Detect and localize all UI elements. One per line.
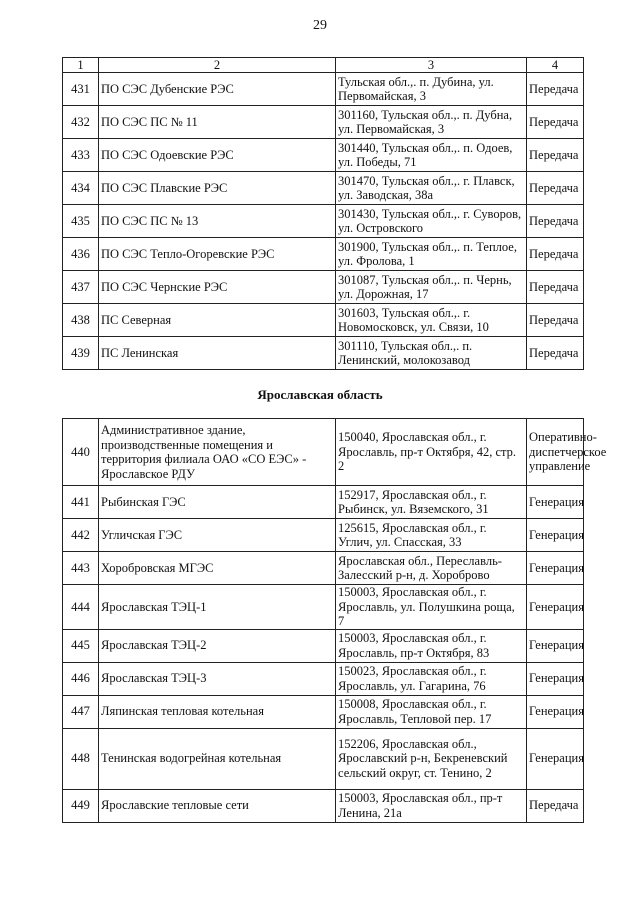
object-address: 301440, Тульская обл.,. п. Одоев, ул. Победы, 71 bbox=[336, 139, 527, 172]
object-address: 301900, Тульская обл.,. п. Теплое, ул. Фролова, 1 bbox=[336, 238, 527, 271]
table-tula bbox=[62, 57, 584, 370]
row-number: 437 bbox=[63, 271, 99, 304]
row-number: 446 bbox=[63, 662, 99, 695]
object-address: 152917, Ярославская обл., г. Рыбинск, ул. Вяземского, 31 bbox=[336, 486, 527, 519]
activity-type: Оперативно-диспетчерское управление bbox=[527, 419, 584, 486]
table-row bbox=[63, 304, 584, 337]
column-header-3: 3 bbox=[336, 58, 527, 73]
page-number: 29 bbox=[313, 18, 327, 33]
object-name: Ярославская ТЭЦ-3 bbox=[99, 662, 336, 695]
object-name: ПС Северная bbox=[99, 304, 336, 337]
object-name: Ляпинская тепловая котельная bbox=[99, 695, 336, 728]
row-number: 447 bbox=[63, 695, 99, 728]
row-number: 442 bbox=[63, 519, 99, 552]
activity-type: Генерация bbox=[527, 695, 584, 728]
table-row bbox=[63, 337, 584, 370]
row-number: 431 bbox=[63, 73, 99, 106]
row-number: 449 bbox=[63, 789, 99, 822]
activity-type: Передача bbox=[527, 337, 584, 370]
row-number: 433 bbox=[63, 139, 99, 172]
object-name: Ярославская ТЭЦ-1 bbox=[99, 585, 336, 630]
object-name: ПО СЭС Одоевские РЭС bbox=[99, 139, 336, 172]
row-number: 438 bbox=[63, 304, 99, 337]
table-row bbox=[63, 419, 584, 486]
object-address: 150008, Ярославская обл., г. Ярославль, Тепловой пер. 17 bbox=[336, 695, 527, 728]
object-address: Тульская обл.,. п. Дубина, ул. Первомайская, 3 bbox=[336, 73, 527, 106]
activity-type: Генерация bbox=[527, 629, 584, 662]
activity-type: Генерация bbox=[527, 552, 584, 585]
table-row bbox=[63, 695, 584, 728]
object-address: 301087, Тульская обл.,. п. Чернь, ул. Дорожная, 17 bbox=[336, 271, 527, 304]
row-number: 432 bbox=[63, 106, 99, 139]
table-row bbox=[63, 662, 584, 695]
table-row bbox=[63, 519, 584, 552]
object-address: 150040, Ярославская обл., г. Ярославль, пр-т Октября, 42, стр. 2 bbox=[336, 419, 527, 486]
row-number: 443 bbox=[63, 552, 99, 585]
row-number: 435 bbox=[63, 205, 99, 238]
activity-type: Передача bbox=[527, 106, 584, 139]
object-address: 301110, Тульская обл.,. п. Ленинский, молокозавод bbox=[336, 337, 527, 370]
section-title: Ярославская область bbox=[257, 387, 383, 402]
activity-type: Генерация bbox=[527, 728, 584, 789]
object-address: 150023, Ярославская обл., г. Ярославль, ул. Гагарина, 76 bbox=[336, 662, 527, 695]
table-yaroslavl bbox=[62, 418, 607, 823]
object-address: 150003, Ярославская обл., г. Ярославль, пр-т Октября, 83 bbox=[336, 629, 527, 662]
object-name: Ярославская ТЭЦ-2 bbox=[99, 629, 336, 662]
column-header-4: 4 bbox=[527, 58, 584, 73]
row-number: 441 bbox=[63, 486, 99, 519]
object-address: 150003, Ярославская обл., г. Ярославль, ул. Полушкина роща, 7 bbox=[336, 585, 527, 630]
activity-type: Генерация bbox=[527, 519, 584, 552]
activity-type: Генерация bbox=[527, 585, 584, 630]
activity-type: Генерация bbox=[527, 486, 584, 519]
object-address: 301603, Тульская обл.,. г. Новомосковск, ул. Связи, 10 bbox=[336, 304, 527, 337]
object-name: Административное здание, производственные помещения и территория филиала ОАО «СО ЕЭС» - Ярославское РДУ bbox=[99, 419, 336, 486]
object-name: Угличская ГЭС bbox=[99, 519, 336, 552]
object-address: 150003, Ярославская обл., пр-т Ленина, 21а bbox=[336, 789, 527, 822]
object-name: Ярославские тепловые сети bbox=[99, 789, 336, 822]
table-row bbox=[63, 728, 584, 789]
row-number: 439 bbox=[63, 337, 99, 370]
table-row bbox=[63, 552, 584, 585]
activity-type: Передача bbox=[527, 139, 584, 172]
object-address: 301430, Тульская обл.,. г. Суворов, ул. Островского bbox=[336, 205, 527, 238]
table-row bbox=[63, 486, 584, 519]
row-number: 444 bbox=[63, 585, 99, 630]
table-row bbox=[63, 629, 584, 662]
row-number: 434 bbox=[63, 172, 99, 205]
object-name: Хоробровская МГЭС bbox=[99, 552, 336, 585]
table-row bbox=[63, 205, 584, 238]
object-name: ПО СЭС Тепло-Огоревские РЭС bbox=[99, 238, 336, 271]
activity-type: Передача bbox=[527, 172, 584, 205]
table-row bbox=[63, 139, 584, 172]
table-row bbox=[63, 271, 584, 304]
row-number: 445 bbox=[63, 629, 99, 662]
object-address: 125615, Ярославская обл., г. Углич, ул. Спасская, 33 bbox=[336, 519, 527, 552]
row-number: 448 bbox=[63, 728, 99, 789]
column-header-2: 2 bbox=[99, 58, 336, 73]
object-name: ПО СЭС ПС № 11 bbox=[99, 106, 336, 139]
object-name: ПС Ленинская bbox=[99, 337, 336, 370]
object-address: Ярославская обл., Переславль-Залесский р-н, д. Хороброво bbox=[336, 552, 527, 585]
table-row bbox=[63, 789, 584, 822]
table-row bbox=[63, 73, 584, 106]
object-name: ПО СЭС ПС № 13 bbox=[99, 205, 336, 238]
activity-type: Передача bbox=[527, 73, 584, 106]
object-name: Тенинская водогрейная котельная bbox=[99, 728, 336, 789]
activity-type: Передача bbox=[527, 205, 584, 238]
table-row bbox=[63, 106, 584, 139]
row-number: 440 bbox=[63, 419, 99, 486]
activity-type: Генерация bbox=[527, 662, 584, 695]
activity-type: Передача bbox=[527, 789, 584, 822]
object-name: ПО СЭС Дубенские РЭС bbox=[99, 73, 336, 106]
activity-type: Передача bbox=[527, 271, 584, 304]
object-name: Рыбинская ГЭС bbox=[99, 486, 336, 519]
object-name: ПО СЭС Плавские РЭС bbox=[99, 172, 336, 205]
activity-type: Передача bbox=[527, 238, 584, 271]
activity-type: Передача bbox=[527, 304, 584, 337]
object-address: 301160, Тульская обл.,. п. Дубна, ул. Первомайская, 3 bbox=[336, 106, 527, 139]
row-number: 436 bbox=[63, 238, 99, 271]
object-address: 152206, Ярославская обл., Ярославский р-н, Бекреневский сельский округ, ст. Тенино, 2 bbox=[336, 728, 527, 789]
object-name: ПО СЭС Чернские РЭС bbox=[99, 271, 336, 304]
table-row bbox=[63, 585, 584, 630]
object-address: 301470, Тульская обл.,. г. Плавск, ул. Заводская, 38а bbox=[336, 172, 527, 205]
table-row bbox=[63, 172, 584, 205]
table-header-row bbox=[63, 58, 584, 73]
column-header-1: 1 bbox=[63, 58, 99, 73]
table-row bbox=[63, 238, 584, 271]
